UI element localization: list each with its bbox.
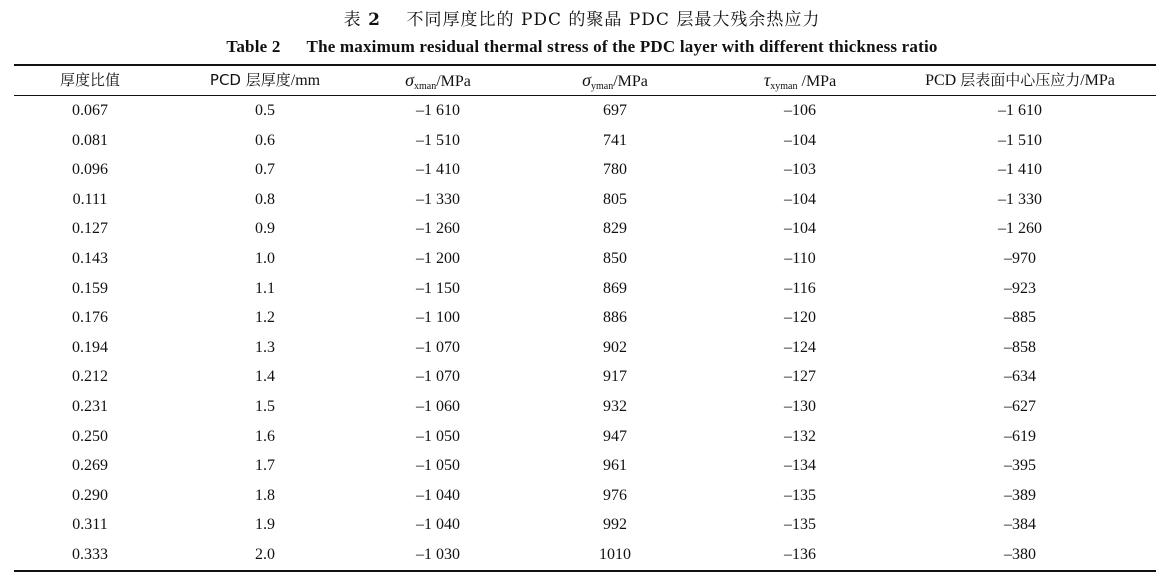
- cell-surface-center-stress: –384: [1004, 516, 1036, 534]
- header-sigma-x-symbol: σ: [405, 70, 414, 90]
- cell-surface-center-stress: –858: [1004, 338, 1036, 356]
- cell-tau-xy: –124: [784, 338, 816, 356]
- header-sigma-x-unit: /MPa: [436, 73, 471, 90]
- cell-sigma-x: –1 610: [416, 102, 460, 119]
- header-tau-unit: /MPa: [797, 73, 837, 90]
- table-body: [0, 96, 1164, 570]
- cell-sigma-y: 697: [603, 102, 627, 119]
- caption-cn-text: 不同厚度比的 PDC 的聚晶 PDC 层最大残余热应力: [406, 10, 821, 30]
- cell-thickness-ratio: 0.269: [72, 457, 108, 475]
- cell-thickness-ratio: 0.176: [72, 309, 108, 327]
- cell-sigma-x: –1 030: [416, 545, 460, 563]
- caption-cn-prefix: 表: [343, 10, 362, 30]
- cell-pcd-thickness: 1.2: [255, 309, 275, 327]
- table-row: [0, 214, 1164, 244]
- cell-tau-xy: –104: [784, 190, 816, 208]
- cell-sigma-y: 947: [603, 427, 627, 445]
- header-surface-unit: /MPa: [1080, 72, 1115, 89]
- table-row: [0, 303, 1164, 333]
- cell-surface-center-stress: –885: [1004, 309, 1036, 327]
- header-surface-center-stress: [885, 66, 1155, 94]
- cell-tau-xy: –103: [784, 161, 816, 179]
- cell-surface-center-stress: –1 260: [998, 220, 1042, 238]
- cell-thickness-ratio: 0.311: [72, 516, 108, 534]
- cell-sigma-y: 902: [603, 338, 627, 356]
- cell-pcd-thickness: 0.8: [255, 190, 275, 208]
- table-row: [0, 96, 1164, 126]
- cell-sigma-x: –1 260: [416, 220, 460, 238]
- header-sigma-x-subscript: xman: [414, 81, 437, 92]
- caption-en-text: The maximum residual thermal stress of the PDC layer with different thickness ratio: [306, 37, 938, 56]
- cell-thickness-ratio: 0.333: [72, 545, 108, 563]
- cell-sigma-y: 886: [603, 309, 627, 327]
- header-sigma-x: [378, 66, 498, 94]
- cell-surface-center-stress: –634: [1004, 368, 1036, 386]
- cell-sigma-y: 805: [603, 190, 627, 208]
- cell-thickness-ratio: 0.250: [72, 427, 108, 445]
- cell-tau-xy: –104: [784, 220, 816, 238]
- table-row: [0, 481, 1164, 511]
- cell-thickness-ratio: 0.111: [72, 190, 108, 208]
- cell-surface-center-stress: –923: [1004, 279, 1036, 297]
- cell-surface-center-stress: –970: [1004, 249, 1036, 267]
- cell-sigma-x: –1 070: [416, 368, 460, 386]
- table-bottom-rule: [14, 570, 1156, 572]
- cell-sigma-x: –1 510: [416, 131, 460, 149]
- cell-thickness-ratio: 0.067: [72, 102, 108, 119]
- cell-sigma-y: 850: [603, 249, 627, 267]
- cell-thickness-ratio: 0.081: [72, 131, 108, 149]
- cell-sigma-x: –1 050: [416, 427, 460, 445]
- table-row: [0, 451, 1164, 481]
- cell-tau-xy: –106: [784, 102, 816, 119]
- cell-pcd-thickness: 0.7: [255, 161, 275, 179]
- cell-thickness-ratio: 0.143: [72, 249, 108, 267]
- cell-surface-center-stress: –1 610: [998, 102, 1042, 119]
- cell-sigma-y: 829: [603, 220, 627, 238]
- cell-pcd-thickness: 1.6: [255, 427, 275, 445]
- cell-pcd-thickness: 2.0: [255, 545, 275, 563]
- cell-thickness-ratio: 0.127: [72, 220, 108, 238]
- header-sigma-y-subscript: yman: [591, 81, 614, 92]
- table-caption-english: [0, 36, 1164, 58]
- cell-thickness-ratio: 0.290: [72, 486, 108, 504]
- header-pcd-thickness-label: PCD 层厚度: [209, 71, 291, 89]
- caption-en-prefix: Table 2: [226, 37, 281, 56]
- table-row: [0, 540, 1164, 570]
- table-row: [0, 510, 1164, 540]
- cell-pcd-thickness: 1.3: [255, 338, 275, 356]
- cell-sigma-y: 917: [603, 368, 627, 386]
- cell-surface-center-stress: –389: [1004, 486, 1036, 504]
- cell-surface-center-stress: –627: [1004, 397, 1036, 415]
- cell-surface-center-stress: –619: [1004, 427, 1036, 445]
- cell-sigma-y: 1010: [599, 545, 631, 563]
- table-row: [0, 333, 1164, 363]
- cell-tau-xy: –135: [784, 516, 816, 534]
- cell-sigma-y: 976: [603, 486, 627, 504]
- header-sigma-y: [555, 66, 675, 94]
- header-pcd-thickness-unit: /mm: [290, 72, 321, 89]
- cell-tau-xy: –104: [784, 131, 816, 149]
- header-tau-symbol: τ: [763, 70, 771, 90]
- cell-sigma-y: 869: [603, 279, 627, 297]
- cell-surface-center-stress: –380: [1004, 545, 1036, 563]
- header-thickness-ratio: [30, 66, 150, 94]
- cell-pcd-thickness: 1.8: [255, 486, 275, 504]
- cell-sigma-x: –1 150: [416, 279, 460, 297]
- cell-pcd-thickness: 1.4: [255, 368, 275, 386]
- cell-pcd-thickness: 0.9: [255, 220, 275, 238]
- cell-pcd-thickness: 1.1: [255, 279, 275, 297]
- cell-sigma-x: –1 040: [416, 516, 460, 534]
- cell-thickness-ratio: 0.231: [72, 397, 108, 415]
- cell-tau-xy: –132: [784, 427, 816, 445]
- cell-tau-xy: –135: [784, 486, 816, 504]
- cell-pcd-thickness: 1.5: [255, 397, 275, 415]
- header-surface-prefix: PCD: [925, 72, 961, 89]
- cell-sigma-y: 780: [603, 161, 627, 179]
- table-caption-chinese: [0, 8, 1164, 32]
- cell-surface-center-stress: –1 510: [998, 131, 1042, 149]
- table-row: [0, 126, 1164, 156]
- cell-tau-xy: –110: [784, 249, 816, 267]
- cell-surface-center-stress: –1 410: [998, 161, 1042, 179]
- cell-sigma-y: 741: [603, 131, 627, 149]
- cell-sigma-y: 992: [603, 516, 627, 534]
- cell-pcd-thickness: 1.0: [255, 249, 275, 267]
- cell-sigma-x: –1 100: [416, 309, 460, 327]
- cell-tau-xy: –127: [784, 368, 816, 386]
- cell-sigma-y: 932: [603, 397, 627, 415]
- cell-sigma-x: –1 070: [416, 338, 460, 356]
- cell-thickness-ratio: 0.194: [72, 338, 108, 356]
- header-tau-xy: [740, 66, 860, 94]
- cell-tau-xy: –130: [784, 397, 816, 415]
- cell-sigma-x: –1 040: [416, 486, 460, 504]
- cell-surface-center-stress: –1 330: [998, 190, 1042, 208]
- table-row: [0, 362, 1164, 392]
- cell-thickness-ratio: 0.159: [72, 279, 108, 297]
- cell-thickness-ratio: 0.096: [72, 161, 108, 179]
- cell-pcd-thickness: 1.7: [255, 457, 275, 475]
- caption-cn-number: 2: [368, 10, 381, 30]
- table-row: [0, 422, 1164, 452]
- cell-tau-xy: –136: [784, 545, 816, 563]
- cell-tau-xy: –134: [784, 457, 816, 475]
- header-sigma-y-unit: /MPa: [613, 73, 648, 90]
- cell-pcd-thickness: 0.6: [255, 131, 275, 149]
- cell-sigma-x: –1 060: [416, 397, 460, 415]
- cell-surface-center-stress: –395: [1004, 457, 1036, 475]
- table-row: [0, 274, 1164, 304]
- cell-tau-xy: –116: [784, 279, 816, 297]
- header-sigma-y-symbol: σ: [582, 70, 591, 90]
- cell-pcd-thickness: 0.5: [255, 102, 275, 119]
- header-surface-label: 层表面中心压应力: [960, 71, 1081, 89]
- cell-thickness-ratio: 0.212: [72, 368, 108, 386]
- table-row: [0, 155, 1164, 185]
- header-pcd-thickness: [175, 66, 355, 94]
- cell-sigma-x: –1 410: [416, 161, 460, 179]
- header-tau-subscript: xyman: [770, 81, 798, 92]
- cell-sigma-x: –1 200: [416, 249, 460, 267]
- cell-sigma-y: 961: [603, 457, 627, 475]
- cell-sigma-x: –1 330: [416, 190, 460, 208]
- header-thickness-ratio-label: 厚度比值: [59, 71, 120, 89]
- cell-sigma-x: –1 050: [416, 457, 460, 475]
- table-row: [0, 185, 1164, 215]
- table-row: [0, 244, 1164, 274]
- cell-tau-xy: –120: [784, 309, 816, 327]
- table-row: [0, 392, 1164, 422]
- cell-pcd-thickness: 1.9: [255, 516, 275, 534]
